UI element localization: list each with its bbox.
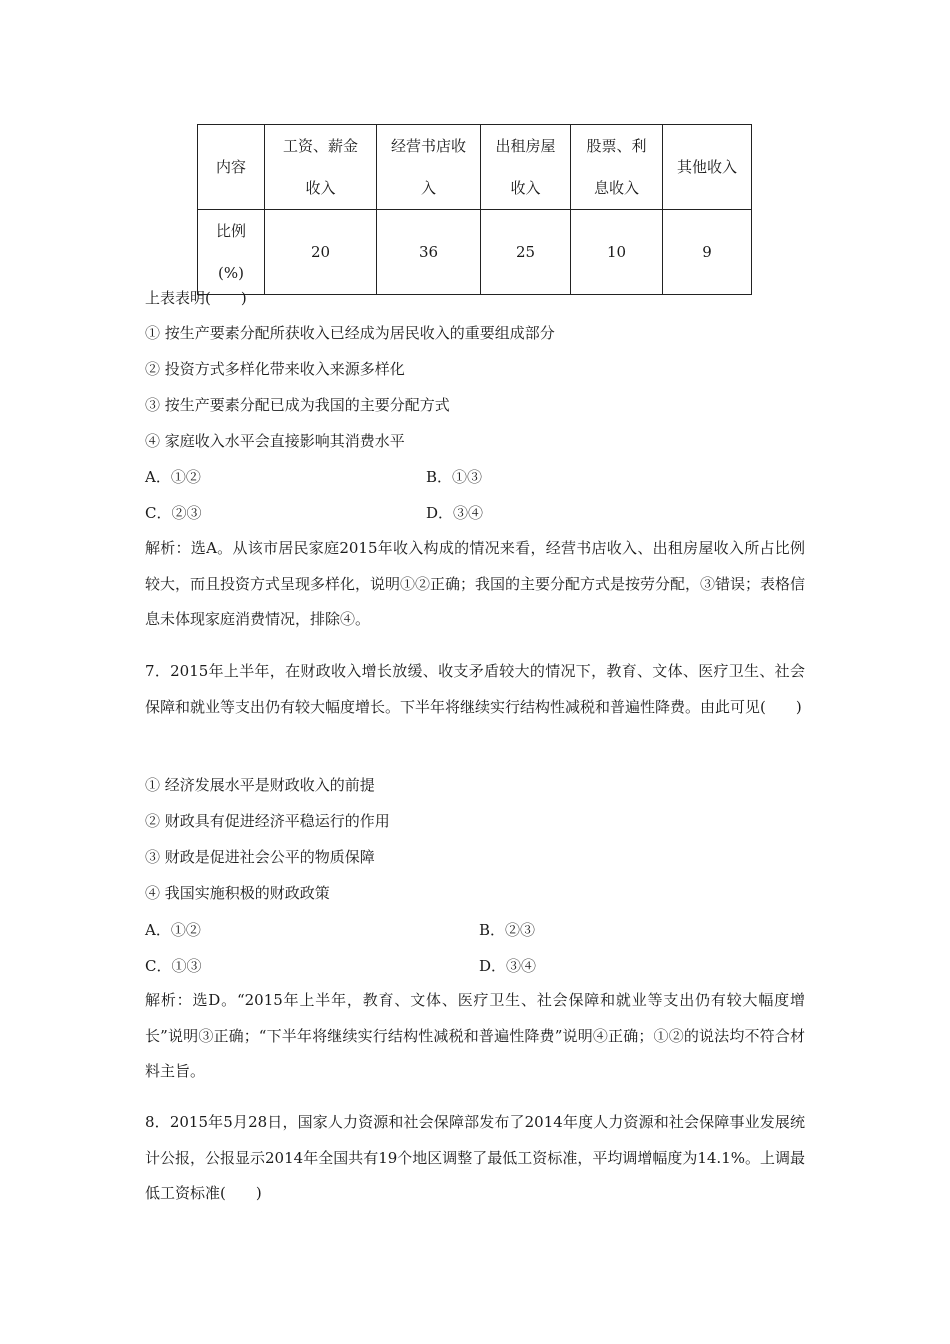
q6-item-4: ④ 家庭收入水平会直接影响其消费水平	[145, 432, 405, 450]
q7-analysis: 解析：选D。“2015年上半年，教育、文体、医疗卫生、社会保障和就业等支出仍有较大幅度增长”说明③正确；“下半年将继续实行结构性减税和普遍性降费”说明④正确；①②的说法均不符合材料主旨。	[145, 991, 805, 1080]
table-cell: 20	[265, 210, 377, 295]
q7-option-c: C．①③	[145, 957, 202, 975]
q7-item-1: ① 经济发展水平是财政收入的前提	[145, 776, 375, 794]
q6-analysis: 解析：选A。从该市居民家庭2015年收入构成的情况来看，经营书店收入、出租房屋收入所占比例较大，而且投资方式呈现多样化，说明①②正确；我国的主要分配方式是按劳分配，③错误；表格信息未体现家庭消费情况，排除④。	[145, 539, 806, 628]
table-cell: 25	[481, 210, 571, 295]
table-header-cell: 其他收入	[663, 125, 752, 210]
table-header-cell: 出租房屋 收入	[481, 125, 571, 210]
q6-item-3: ③ 按生产要素分配已成为我国的主要分配方式	[145, 396, 450, 414]
q6-option-a: A．①②	[145, 468, 201, 486]
table-row	[198, 210, 752, 295]
table-cell: 9	[663, 210, 752, 295]
q7-option-b: B．②③	[479, 921, 536, 939]
table-header-label: 内容	[198, 125, 265, 210]
q8-stem: 8．2015年5月28日，国家人力资源和社会保障部发布了2014年度人力资源和社会保障事业发展统计公报，公报显示2014年全国共有19个地区调整了最低工资标准，平均调增幅度为14.1%。上调最低工资标准( )	[145, 1113, 805, 1202]
table-header-cell: 经营书店收 入	[377, 125, 481, 210]
income-table	[197, 124, 752, 295]
q7-option-d: D．③④	[479, 957, 537, 975]
table-header-row	[198, 125, 752, 210]
q7-stem: 7．2015年上半年，在财政收入增长放缓、收支矛盾较大的情况下，教育、文体、医疗卫生、社会保障和就业等支出仍有较大幅度增长。下半年将继续实行结构性减税和普遍性降费。由此可见( )	[145, 662, 805, 716]
q6-option-b: B．①③	[426, 468, 483, 486]
table-header-cell: 股票、利 息收入	[571, 125, 663, 210]
q7-item-4: ④ 我国实施积极的财政政策	[145, 884, 330, 902]
q7-item-3: ③ 财政是促进社会公平的物质保障	[145, 848, 375, 866]
q6-item-2: ② 投资方式多样化带来收入来源多样化	[145, 360, 405, 378]
q7-option-a: A．①②	[145, 921, 201, 939]
table-cell: 36	[377, 210, 481, 295]
table-header-cell: 工资、薪金 收入	[265, 125, 377, 210]
q6-item-1: ① 按生产要素分配所获收入已经成为居民收入的重要组成部分	[145, 324, 555, 342]
q6-option-d: D．③④	[426, 504, 484, 522]
table-cell: 10	[571, 210, 663, 295]
q6-option-c: C．②③	[145, 504, 202, 522]
q7-item-2: ② 财政具有促进经济平稳运行的作用	[145, 812, 390, 830]
table-row-label: 比例 (%)	[198, 210, 265, 295]
q6-stem: 上表表明( )	[145, 289, 247, 307]
